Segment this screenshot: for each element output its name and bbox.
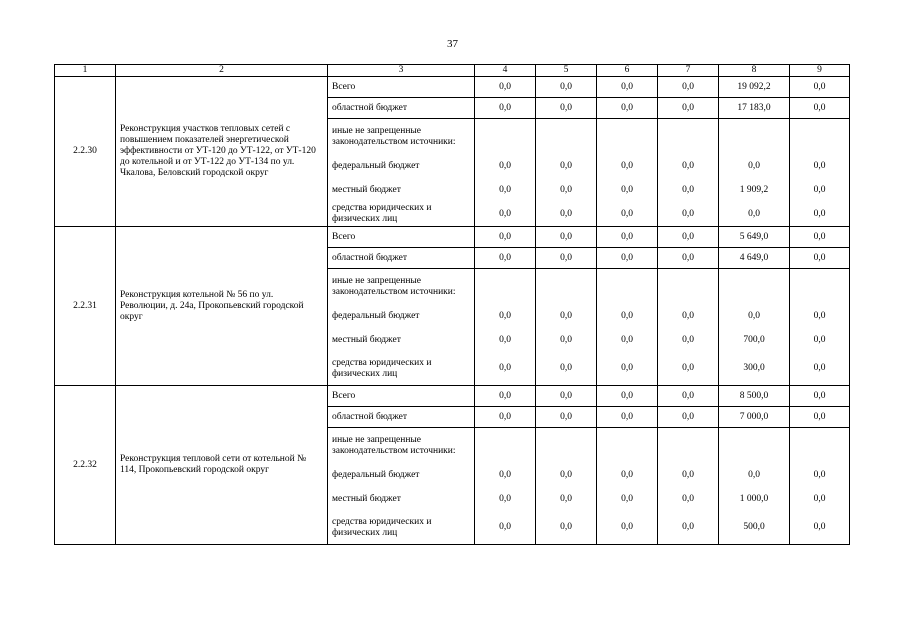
source-label: иные не запрещенные законодательством источники: <box>328 428 475 464</box>
column-header: 8 <box>719 65 790 77</box>
budget-table <box>54 64 850 545</box>
table-cell: 0,0 <box>536 155 597 179</box>
table-cell: 0,0 <box>790 329 850 353</box>
table-cell: 0,0 <box>475 329 536 353</box>
table-cell: 0,0 <box>658 248 719 269</box>
table-cell: 0,0 <box>536 179 597 203</box>
table-cell: 0,0 <box>597 464 658 488</box>
source-label: федеральный бюджет <box>328 464 475 488</box>
table-group <box>55 386 850 545</box>
column-header: 7 <box>658 65 719 77</box>
table-cell: 0,0 <box>658 179 719 203</box>
row-title: Реконструкция тепловой сети от котельной № 114, Прокопьевский городской округ <box>116 386 328 545</box>
table-cell: 0,0 <box>597 248 658 269</box>
row-title: Реконструкция котельной № 56 по ул. Революции, д. 24а, Прокопьевский городской округ <box>116 227 328 386</box>
table-cell: 0,0 <box>790 179 850 203</box>
source-label: областной бюджет <box>328 248 475 269</box>
table-cell: 0,0 <box>475 77 536 98</box>
table-cell: 0,0 <box>719 203 790 227</box>
table-cell: 0,0 <box>597 179 658 203</box>
column-header: 4 <box>475 65 536 77</box>
table-cell: 0,0 <box>597 98 658 119</box>
table-cell: 0,0 <box>790 488 850 512</box>
source-label: местный бюджет <box>328 488 475 512</box>
source-label: Всего <box>328 77 475 98</box>
table-cell <box>790 428 850 464</box>
table-cell: 700,0 <box>719 329 790 353</box>
table-cell: 1 909,2 <box>719 179 790 203</box>
table-cell: 0,0 <box>597 227 658 248</box>
table-cell: 0,0 <box>790 305 850 329</box>
table-cell: 1 000,0 <box>719 488 790 512</box>
table-cell: 0,0 <box>597 488 658 512</box>
table-cell <box>719 269 790 305</box>
table-cell: 0,0 <box>536 353 597 386</box>
table-cell: 4 649,0 <box>719 248 790 269</box>
table-cell: 0,0 <box>536 407 597 428</box>
source-label: иные не запрещенные законодательством источники: <box>328 119 475 155</box>
table-cell: 0,0 <box>597 155 658 179</box>
table-cell: 0,0 <box>790 155 850 179</box>
row-code: 2.2.32 <box>55 386 116 545</box>
table-cell: 0,0 <box>597 329 658 353</box>
row-code: 2.2.30 <box>55 77 116 227</box>
table-cell <box>597 269 658 305</box>
table-cell: 0,0 <box>719 464 790 488</box>
table-cell: 0,0 <box>475 203 536 227</box>
table-cell: 0,0 <box>658 155 719 179</box>
source-label: Всего <box>328 227 475 248</box>
table-cell: 0,0 <box>790 407 850 428</box>
table-cell: 0,0 <box>536 227 597 248</box>
source-label: федеральный бюджет <box>328 305 475 329</box>
table-cell: 0,0 <box>790 353 850 386</box>
table-cell: 0,0 <box>475 98 536 119</box>
table-cell: 0,0 <box>790 464 850 488</box>
table-cell <box>719 119 790 155</box>
table-row <box>55 386 850 407</box>
table-cell: 0,0 <box>658 203 719 227</box>
table-cell: 0,0 <box>597 386 658 407</box>
table-cell: 0,0 <box>536 98 597 119</box>
page-number: 37 <box>447 38 458 50</box>
table-cell: 0,0 <box>658 488 719 512</box>
table-cell: 0,0 <box>536 77 597 98</box>
table-cell <box>597 428 658 464</box>
table-cell: 0,0 <box>790 386 850 407</box>
table-cell <box>658 428 719 464</box>
source-label: областной бюджет <box>328 407 475 428</box>
table-cell: 7 000,0 <box>719 407 790 428</box>
table-cell: 0,0 <box>475 248 536 269</box>
table-cell: 0,0 <box>536 203 597 227</box>
table-cell: 0,0 <box>597 512 658 545</box>
table-cell: 0,0 <box>790 248 850 269</box>
table-cell: 0,0 <box>475 407 536 428</box>
table-cell: 5 649,0 <box>719 227 790 248</box>
table-cell: 0,0 <box>719 305 790 329</box>
table-cell: 0,0 <box>597 77 658 98</box>
table-cell: 0,0 <box>597 353 658 386</box>
table-cell: 0,0 <box>658 407 719 428</box>
table-cell: 0,0 <box>475 227 536 248</box>
table-cell: 0,0 <box>597 407 658 428</box>
table-cell: 0,0 <box>597 305 658 329</box>
table-cell: 8 500,0 <box>719 386 790 407</box>
table-cell <box>658 119 719 155</box>
source-label: федеральный бюджет <box>328 155 475 179</box>
column-header: 2 <box>116 65 328 77</box>
table-group <box>55 77 850 227</box>
table-cell <box>597 119 658 155</box>
table-cell: 0,0 <box>790 203 850 227</box>
table-cell: 0,0 <box>658 512 719 545</box>
table-cell <box>475 269 536 305</box>
table-row <box>55 77 850 98</box>
table-cell: 0,0 <box>536 512 597 545</box>
table-cell: 0,0 <box>658 329 719 353</box>
table-cell <box>475 119 536 155</box>
table-cell <box>719 428 790 464</box>
table-cell: 0,0 <box>475 512 536 545</box>
source-label: местный бюджет <box>328 179 475 203</box>
source-label: средства юридических и физических лиц <box>328 512 475 545</box>
table-cell: 0,0 <box>790 227 850 248</box>
table-cell: 0,0 <box>536 305 597 329</box>
table-cell <box>475 428 536 464</box>
table-cell: 0,0 <box>790 512 850 545</box>
table-cell: 0,0 <box>475 353 536 386</box>
table-cell: 0,0 <box>658 77 719 98</box>
table-row <box>55 227 850 248</box>
column-header: 6 <box>597 65 658 77</box>
table-cell: 0,0 <box>536 248 597 269</box>
table-cell: 0,0 <box>536 488 597 512</box>
source-label: средства юридических и физических лиц <box>328 203 475 227</box>
row-code: 2.2.31 <box>55 227 116 386</box>
table-cell: 19 092,2 <box>719 77 790 98</box>
source-label: средства юридических и физических лиц <box>328 353 475 386</box>
table-cell <box>790 269 850 305</box>
table-cell: 0,0 <box>658 305 719 329</box>
column-header: 9 <box>790 65 850 77</box>
table-cell: 0,0 <box>658 98 719 119</box>
table-cell: 0,0 <box>536 386 597 407</box>
table-cell: 17 183,0 <box>719 98 790 119</box>
table-cell: 0,0 <box>719 155 790 179</box>
table-cell <box>536 269 597 305</box>
table-cell: 0,0 <box>536 464 597 488</box>
table-cell: 0,0 <box>475 305 536 329</box>
table-cell: 0,0 <box>536 329 597 353</box>
source-label: областной бюджет <box>328 98 475 119</box>
header-row <box>55 65 850 77</box>
table-cell <box>790 119 850 155</box>
row-title: Реконструкция участков тепловых сетей с повышением показателей энергетической эффективности от УТ-120 до УТ-122, от УТ-120 до котельной и от УТ-122 до УТ-134 по ул. Чкалова, Беловский городской округ <box>116 77 328 227</box>
column-header: 3 <box>328 65 475 77</box>
table-cell: 0,0 <box>658 227 719 248</box>
table-cell <box>536 428 597 464</box>
table-cell: 0,0 <box>658 353 719 386</box>
source-label: Всего <box>328 386 475 407</box>
source-label: иные не запрещенные законодательством источники: <box>328 269 475 305</box>
table-cell: 0,0 <box>658 386 719 407</box>
source-label: местный бюджет <box>328 329 475 353</box>
column-header: 5 <box>536 65 597 77</box>
table-cell <box>658 269 719 305</box>
table-cell: 0,0 <box>597 203 658 227</box>
table-cell: 0,0 <box>790 77 850 98</box>
column-header: 1 <box>55 65 116 77</box>
table-group <box>55 227 850 386</box>
table-cell: 0,0 <box>475 155 536 179</box>
table-cell <box>536 119 597 155</box>
table-cell: 0,0 <box>475 464 536 488</box>
table-cell: 0,0 <box>475 488 536 512</box>
table-cell: 0,0 <box>475 179 536 203</box>
table-cell: 300,0 <box>719 353 790 386</box>
table-cell: 0,0 <box>658 464 719 488</box>
table-cell: 0,0 <box>475 386 536 407</box>
table-cell: 500,0 <box>719 512 790 545</box>
table-cell: 0,0 <box>790 98 850 119</box>
